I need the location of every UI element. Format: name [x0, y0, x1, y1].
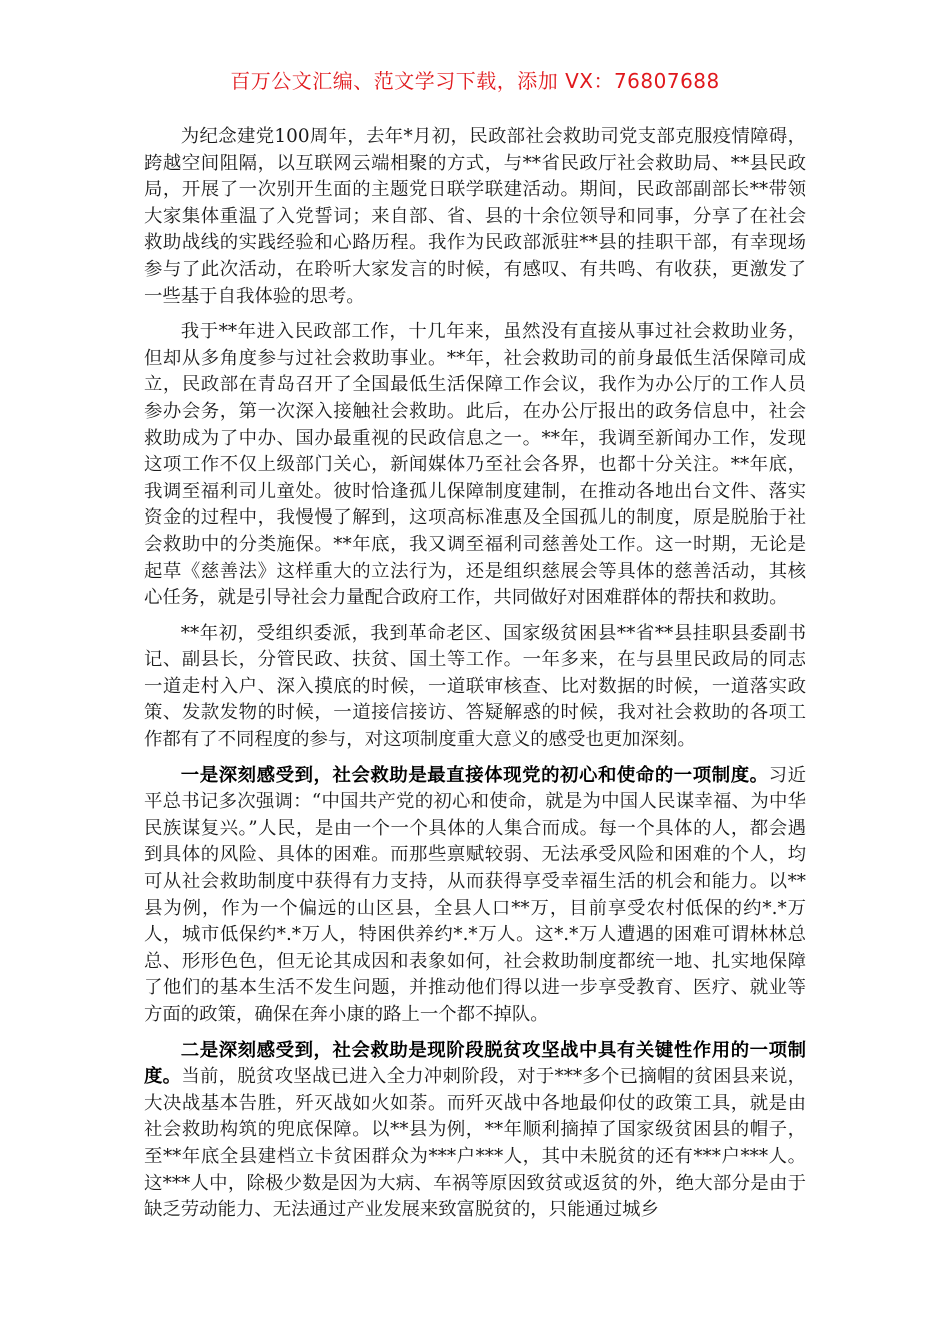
document-body: [144, 124, 806, 1233]
paragraph-text: **年初，受组织委派，我到革命老区、国家级贫困县**省**县挂职县委副书记、副县长，分管民政、扶贫、国土等工作。一年多来，在与县里民政局的同志一道走村入户、深入摸底的时候，一道联审核查、比对数据的时候，一道落实政策、发款发物的时候，一道接信接访、答疑解惑的时候，我对社会救助的各项工作都有了不同程度的参与，对这项制度重大意义的感受也更加深刻。: [144, 622, 806, 751]
paragraph-1: [144, 124, 806, 310]
paragraph-text: 习近平总书记多次强调：“中国共产党的初心和使命，就是为中国人民谋幸福、为中华民族谋复兴。”人民，是由一个一个具体的人集合而成。每一个具体的人，都会遇到具体的风险、具体的困难。而那些禀赋较弱、无法承受风险和困难的个人，均可从社会救助制度中获得有力支持，从而获得享受幸福生活的机会和能力。以**县为例，作为一个偏远的山区县，全县人口**万，目前享受农村低保的约*.*万人，城市低保约*.*万人，特困供养约*.*万人。这*.*万人遭遇的困难可谓林林总总、形形色色，但无论其成因和表象如何，社会救助制度都统一地、扎实地保障了他们的基本生活不发生问题，并推动他们得以进一步享受教育、医疗、就业等方面的政策，确保在奔小康的路上一个都不掉队。: [144, 764, 806, 1025]
paragraph-lead-heading: 二是深刻感受到，社会救助是现阶段脱贫攻坚战中具有关键性作用的一项制度。: [144, 1039, 806, 1088]
paragraph-4: [144, 763, 806, 1029]
paragraph-lead-heading: 一是深刻感受到，社会救助是最直接体现党的初心和使命的一项制度。: [180, 764, 769, 786]
paragraph-text: 我于**年进入民政部工作，十几年来，虽然没有直接从事过社会救助业务，但却从多角度参与过社会救助事业。**年，社会救助司的前身最低生活保障司成立，民政部在青岛召开了全国最低生活保障工作会议，我作为办公厅的工作人员参办会务，第一次深入接触社会救助。此后，在办公厅报出的政务信息中，社会救助成为了中办、国办最重视的民政信息之一。**年，我调至新闻办工作，发现这项工作不仅上级部门关心，新闻媒体乃至社会各界，也都十分关注。**年底，我调至福利司儿童处。彼时恰逢孤儿保障制度建制，在推动各地出台文件、落实资金的过程中，我慢慢了解到，这项高标准惠及全国孤儿的制度，原是脱胎于社会救助中的分类施保。**年底，我又调至福利司慈善处工作。这一时期，无论是起草《慈善法》这样重大的立法行为，还是组织慈展会等具体的慈善活动，其核心任务，就是引导社会力量配合政府工作，共同做好对困难群体的帮扶和救助。: [144, 321, 806, 609]
paragraph-2: [144, 319, 806, 612]
paragraph-3: [144, 621, 806, 754]
paragraph-5: [144, 1038, 806, 1224]
promo-banner-header: 百万公文汇编、范文学习下载，添加 VX：76807688: [230, 69, 720, 93]
paragraph-text: 为纪念建党100周年，去年*月初，民政部社会救助司党支部克服疫情障碍，跨越空间阻隔，以互联网云端相聚的方式，与**省民政厅社会救助局、**县民政局，开展了一次别开生面的主题党日联学联建活动。期间，民政部副部长**带领大家集体重温了入党誓词；来自部、省、县的十余位领导和同事，分享了在社会救助战线的实践经验和心路历程。我作为民政部派驻**县的挂职干部，有幸现场参与了此次活动，在聆听大家发言的时候，有感叹、有共鸣、有收获，更激发了一些基于自我体验的思考。: [144, 126, 806, 307]
paragraph-text: 当前，脱贫攻坚战已进入全力冲刺阶段，对于***多个已摘帽的贫困县来说，大决战基本告胜，歼灭战如火如荼。而歼灭战中各地最仰仗的政策工具，就是由社会救助构筑的兜底保障。以**县为例，**年顺利摘掉了国家级贫困县的帽子，至**年底全县建档立卡贫困群众为***户***人，其中未脱贫的还有***户***人。这***人中，除极少数是因为大病、车祸等原因致贫或返贫的外，绝大部分是由于缺乏劳动能力、无法通过产业发展来致富脱贫的，只能通过城乡: [144, 1066, 806, 1221]
